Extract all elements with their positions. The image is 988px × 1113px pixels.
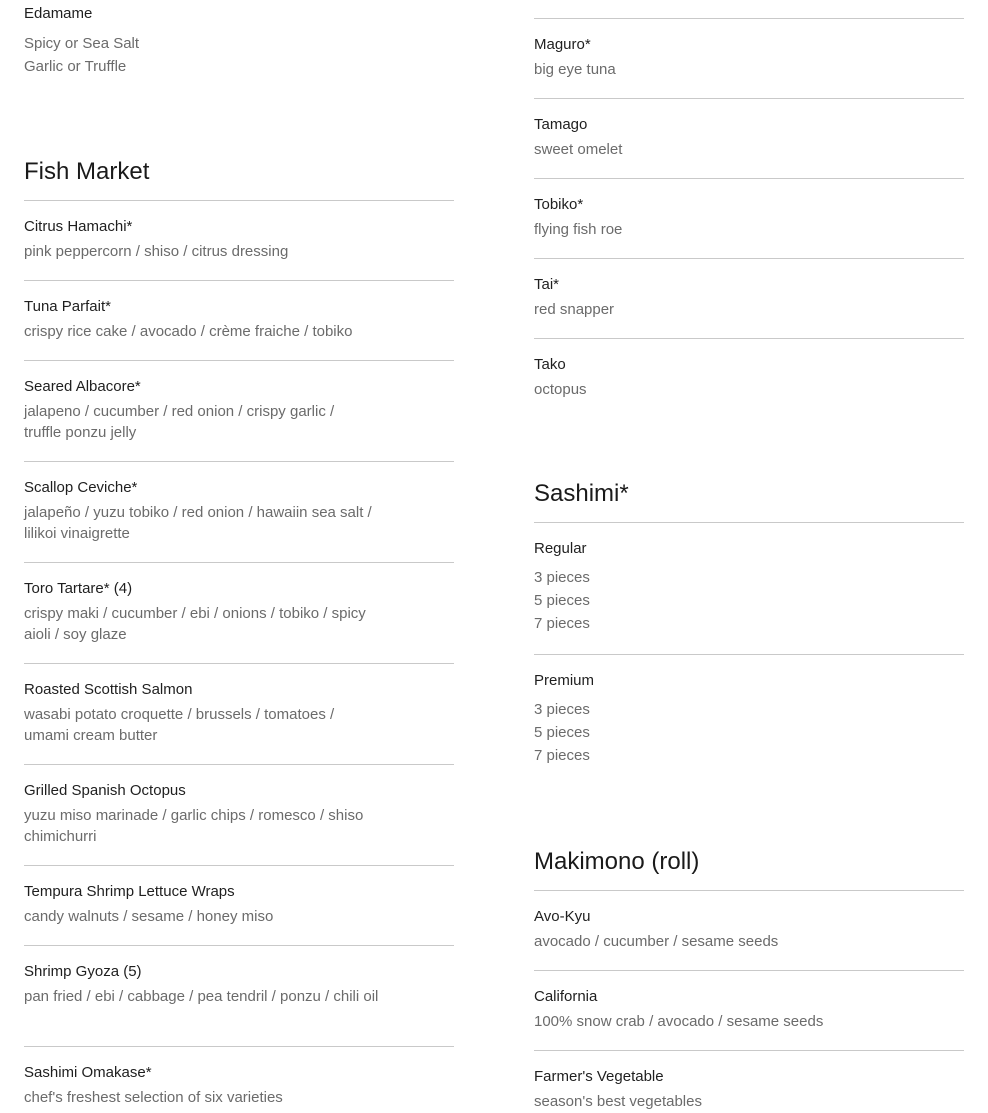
item-name: Tai* (534, 276, 560, 293)
divider (534, 1050, 964, 1051)
item-name: Shrimp Gyoza (5) (24, 963, 142, 980)
option-line: 3 pieces (534, 701, 590, 718)
item-description: red snapper (534, 301, 615, 318)
divider (24, 865, 454, 866)
item-description: sweet omelet (534, 141, 623, 158)
item-name: Tuna Parfait* (24, 298, 111, 315)
item-description: jalapeno / cucumber / red onion / crispy garlic / truffle ponzu jelly (24, 403, 335, 441)
divider (534, 890, 964, 891)
item-name: Avo-Kyu (534, 908, 591, 925)
option-line: 7 pieces (534, 615, 590, 632)
item-name: Premium (534, 672, 595, 689)
option-line: 7 pieces (534, 747, 590, 764)
item-description: octopus (534, 381, 587, 398)
option-line: 5 pieces (534, 724, 590, 741)
item-name: Farmer's Vegetable (534, 1068, 664, 1085)
item-description: 100% snow crab / avocado / sesame seeds (534, 1013, 824, 1030)
divider (534, 654, 964, 655)
section-title-sashimi: Sashimi* (534, 480, 629, 507)
item-name: Roasted Scottish Salmon (24, 681, 193, 698)
item-description: season's best vegetables (534, 1093, 702, 1110)
divider (534, 338, 964, 339)
item-name: Grilled Spanish Octopus (24, 782, 186, 799)
item-name: Sashimi Omakase* (24, 1064, 152, 1081)
option-line: 3 pieces (534, 569, 590, 586)
divider (24, 1046, 454, 1047)
divider (534, 970, 964, 971)
item-options (534, 698, 914, 767)
divider (24, 562, 454, 563)
item-name: Citrus Hamachi* (24, 218, 133, 235)
item-name: Maguro* (534, 36, 591, 53)
item-description: chef's freshest selection of six varieties (24, 1089, 283, 1106)
item-description: avocado / cucumber / sesame seeds (534, 933, 779, 950)
divider (534, 258, 964, 259)
item-name: Edamame (24, 5, 93, 22)
option-line: Garlic or Truffle (24, 58, 127, 75)
item-name: Toro Tartare* (4) (24, 580, 133, 597)
item-description: yuzu miso marinade / garlic chips / romesco / shiso chimichurri (24, 807, 364, 845)
item-description: pan fried / ebi / cabbage / pea tendril / ponzu / chili oil (24, 988, 379, 1005)
item-description: candy walnuts / sesame / honey miso (24, 908, 274, 925)
item-name: Seared Albacore* (24, 378, 141, 395)
item-name: Tempura Shrimp Lettuce Wraps (24, 883, 235, 900)
item-description: pink peppercorn / shiso / citrus dressing (24, 243, 289, 260)
item-options (24, 32, 404, 78)
item-name: Tobiko* (534, 196, 584, 213)
item-description: jalapeño / yuzu tobiko / red onion / hawaiin sea salt / lilikoi vinaigrette (24, 504, 372, 542)
item-name: Tako (534, 356, 566, 373)
section-title-makimono: Makimono (roll) (534, 848, 700, 875)
divider (534, 18, 964, 19)
divider (534, 178, 964, 179)
divider (24, 461, 454, 462)
divider (24, 200, 454, 201)
option-line: Spicy or Sea Salt (24, 35, 140, 52)
item-name: Scallop Ceviche* (24, 479, 138, 496)
section-title-fish-market: Fish Market (24, 158, 150, 185)
item-name: California (534, 988, 598, 1005)
item-description: crispy maki / cucumber / ebi / onions / tobiko / spicy aioli / soy glaze (24, 605, 366, 643)
divider (24, 945, 454, 946)
divider (24, 360, 454, 361)
divider (24, 280, 454, 281)
option-line: 5 pieces (534, 592, 590, 609)
item-description: wasabi potato croquette / brussels / tomatoes / umami cream butter (24, 706, 335, 744)
divider (24, 663, 454, 664)
item-name: Regular (534, 540, 587, 557)
item-description: big eye tuna (534, 61, 616, 78)
item-options (534, 566, 914, 635)
item-description: flying fish roe (534, 221, 623, 238)
item-description: crispy rice cake / avocado / crème fraiche / tobiko (24, 323, 353, 340)
divider (24, 764, 454, 765)
item-name: Tamago (534, 116, 588, 133)
divider (534, 522, 964, 523)
divider (534, 98, 964, 99)
